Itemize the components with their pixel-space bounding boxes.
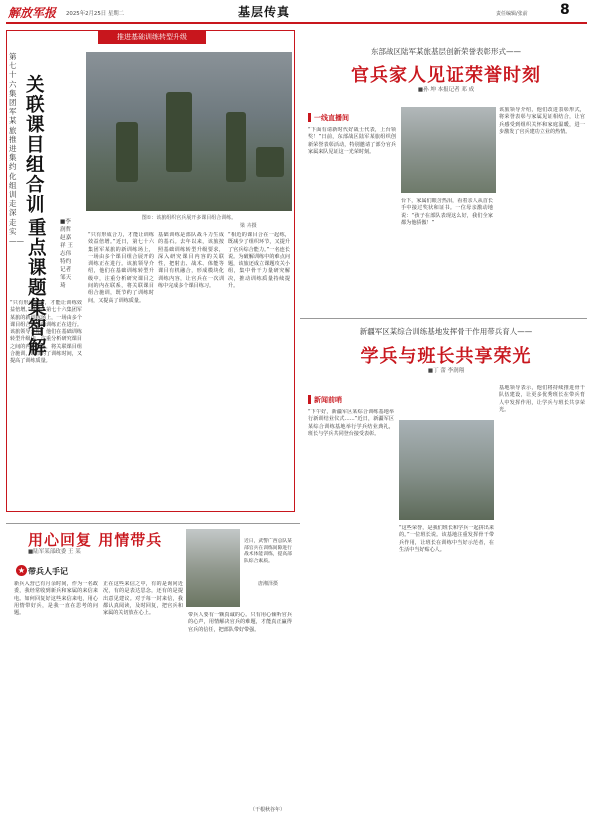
feature-body-col2: 基础训练是部队战斗力生成的基石。去年以来，该旅按照基础训练转型升级要求，深入研究课目内容的关联性，把射击、战术、体能等课目有机融合，形成模块化训练内容，让官兵在一次训练中完成多个课目练习。 <box>158 232 224 290</box>
article3-headline: 用心回复 用情带兵 <box>28 531 163 549</box>
article3-body-col1: 新兵入营已有月余时间，作为一名政委，我经常收到新兵和家属的来信来电。如何回复好这些来信来电，用心用情带好兵，是我一直在思考的问题。 <box>14 581 98 617</box>
article2-byline: ■丁 蕾 李润翔 <box>427 368 465 374</box>
soldier-figure <box>256 147 284 177</box>
article1-body-col1: “下面有请新时代好战士代表，上台领奖！”日前，东部战区陆军某旅组织创新荣誉表彰活动，特别邀请了部分官兵家属来队见证这一光荣时刻。 <box>308 127 396 155</box>
article3-column-title: 带兵人手记 <box>28 567 68 576</box>
article2-kicker: 新疆军区某综合训练基地发挥骨干作用带兵育人—— <box>359 327 533 336</box>
photo-credit: 唐湘泽摄 <box>258 581 279 587</box>
feature-byline: ■李润哲 赵嘉祥 王志伟 特约记者 邹天琦 <box>60 219 73 289</box>
photo-credit: 梁 卉摄 <box>240 223 257 229</box>
award-photo <box>401 107 496 193</box>
photo-caption: 近日，武警广西总队某部官兵在训练间隙进行战术体能训练，提高部队综合素质。 <box>244 539 292 564</box>
photo-caption: 图①：该旅组织官兵展开多课目组合训练。 <box>141 215 237 221</box>
article2-body-col1: “下午好，新疆军区某综合训练基地举行新训结业仪式……”近日，新疆军区某综合训练基地举行学兵结业典礼，班长与学兵共同登台接受表彰。 <box>308 409 394 437</box>
article1-column-tag: 一线直播间 <box>314 114 349 122</box>
issue-date: 2025年2月25日 星期二 <box>66 11 125 17</box>
header-divider <box>6 22 587 24</box>
newspaper-logo: 解放军报 <box>8 6 57 20</box>
soldier-figure <box>166 92 192 172</box>
article2-headline: 学兵与班长共享荣光 <box>360 346 532 367</box>
article3-byline: ■陆军某部政委 王 某 <box>28 549 81 555</box>
page-number: 8 <box>560 2 570 18</box>
article1-body-col2: 台下，家属们眼含热泪，看着亲人从首长手中接过奖状和证书。一位母亲激动地说：“孩子在部队表现这么好，我们全家都为他骄傲！” <box>401 198 493 226</box>
feature-headline-part2: 重点课题集智解 <box>28 218 47 359</box>
article-divider <box>300 318 587 319</box>
feature-headline-part1: 关联课目组合训 <box>26 75 45 216</box>
soldier-figure <box>116 122 138 182</box>
feature-body-col3: “相近的课目合在一起练，既减少了组织环节，又提升了官兵综合能力。”一名连长说。为破解训练中的难点问题，该旅还成立课题攻关小组，集中骨干力量研究解决，推动训练质量持续提升。 <box>228 232 290 290</box>
star-icon: ★ <box>17 566 26 575</box>
article1-byline: ■孙 坤 本报记者 邓 成 <box>417 87 475 93</box>
article3-body-col2: 正在这些来信之中，有的是询问近况，有的是表达思念，还有的是提出意见建议。对于每一封来信，我都认真阅读，及时回复，把官兵和家属的关切放在心上。 <box>103 581 183 617</box>
feature-topic-tag: 推进基础训练转型升级 <box>98 31 206 44</box>
feature-kicker: 第七十六集团军某旅推进集约化组训走深走实—— <box>9 52 24 246</box>
feature-body-col0: “只有形成合力，才能让训练效益倍增。”近日，第七十六集团军某旅的新训练场上，一场由多个课目组合展开的训练正在进行。该旅领导介绍，他们在基础训练转型升级中，注重分析研究课目之间的内在联系，将关联课目组合施训，既节约了训练时间，又提高了训练质量。 <box>10 300 82 365</box>
article2-column-tag: 新闻前哨 <box>314 396 342 404</box>
drill-photo <box>186 529 240 607</box>
graduation-photo <box>399 420 494 520</box>
article-divider <box>6 523 300 524</box>
training-photo <box>86 52 292 211</box>
section-title: 基层传真 <box>238 5 291 19</box>
article2-body-col2: “这些荣誉，是我们班长和学兵一起拼出来的。”一位班长说。该基地注重发挥骨干带兵作用，让班长在训练中当好示范者，在生活中当好贴心人。 <box>399 525 494 553</box>
article1-headline: 官兵家人见证荣誉时刻 <box>351 65 541 86</box>
column-marker <box>308 113 311 122</box>
column-marker <box>308 395 311 404</box>
feature-body-col1: “只有形成合力，才能让训练效益倍增。”近日，第七十六集团军某旅的新训练场上，一场由多个课目组合展开的训练正在进行。该旅领导介绍，他们在基础训练转型升级中，注重分析研究课目之间的内在联系，将关联课目组合施训，既节约了训练时间，又提高了训练质量。 <box>88 232 154 304</box>
article1-kicker: 东部战区陆军某旅基层创新荣誉表彰形式—— <box>371 47 521 56</box>
continued-note: （干根秋谷年） <box>250 807 286 813</box>
soldier-figure <box>226 112 246 182</box>
article2-body-col3: 基地领导表示，他们将持续推进骨干队伍建设，让更多优秀班长在带兵育人中发挥作用，让学兵与班长共享荣光。 <box>499 385 585 413</box>
article1-body-col3: 该旅领导介绍，他们改进表彰形式，将荣誉表彰与家属见证相结合，让官兵感受到组织关怀和家庭温暖，进一步激发了官兵建功立业的热情。 <box>499 107 585 135</box>
editor-credit: 责任编辑/张前 <box>496 11 528 17</box>
article3-body-col3: 带兵人要有一颗真诚的心。只有用心倾听官兵的心声，用情解决官兵的难题，才能真正赢得官兵的信任，把部队带好带强。 <box>188 612 292 633</box>
